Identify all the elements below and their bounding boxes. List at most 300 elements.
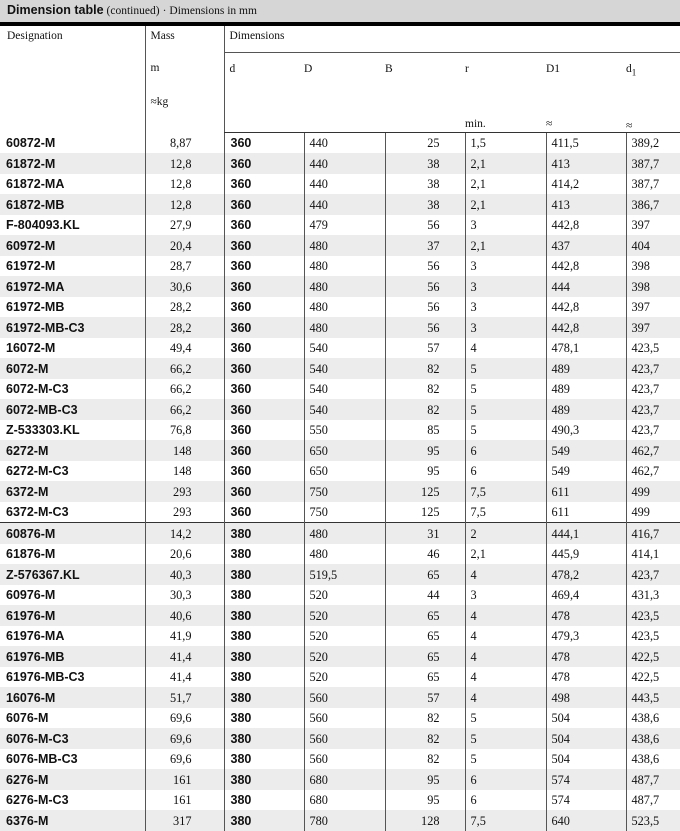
B-cell: 37 <box>385 235 465 256</box>
r-cell: 4 <box>465 646 546 667</box>
designation-cell: 61872-MA <box>6 177 65 192</box>
d-cell: 360 <box>224 153 304 174</box>
B-cell: 82 <box>385 749 465 770</box>
title-separator: · <box>162 5 167 17</box>
B-cell: 65 <box>385 646 465 667</box>
D-cell: 480 <box>304 276 385 297</box>
table-row <box>0 461 680 482</box>
table-row <box>0 626 680 647</box>
D-cell: 519,5 <box>304 564 385 585</box>
d-cell: 360 <box>224 297 304 318</box>
header-d1-note: ≈ <box>626 119 633 132</box>
r-cell: 1,5 <box>465 132 546 153</box>
r-cell: 7,5 <box>465 502 546 523</box>
r-cell: 3 <box>465 276 546 297</box>
r-cell: 6 <box>465 440 546 461</box>
table-row <box>0 502 680 523</box>
D1-cell: 442,8 <box>546 297 626 318</box>
D-cell: 440 <box>304 174 385 195</box>
B-cell: 56 <box>385 276 465 297</box>
mass-cell: 30,6 <box>145 276 224 297</box>
d1-cell: 397 <box>626 297 680 318</box>
D1-cell: 611 <box>546 502 626 523</box>
d-cell: 360 <box>224 256 304 277</box>
designation-cell: 6076-M <box>6 711 49 726</box>
table-row <box>0 440 680 461</box>
mass-cell: 12,8 <box>145 153 224 174</box>
D1-cell: 504 <box>546 728 626 749</box>
D-cell: 520 <box>304 646 385 667</box>
r-cell: 3 <box>465 297 546 318</box>
d-cell: 360 <box>224 132 304 153</box>
B-cell: 56 <box>385 215 465 236</box>
d1-cell: 499 <box>626 502 680 523</box>
d1-cell: 423,7 <box>626 399 680 420</box>
D1-cell: 479,3 <box>546 626 626 647</box>
designation-cell: 60976-M <box>6 588 56 603</box>
mass-cell: 14,2 <box>145 523 224 544</box>
d-cell: 360 <box>224 440 304 461</box>
designation-cell: F-804093.KL <box>6 218 80 233</box>
mass-cell: 20,4 <box>145 235 224 256</box>
designation-cell: 61976-MB-C3 <box>6 670 85 685</box>
designation-cell: Z-576367.KL <box>0 564 145 585</box>
d1-cell: 462,7 <box>626 461 680 482</box>
header-D1-note: ≈ <box>546 117 553 130</box>
B-cell: 95 <box>385 790 465 811</box>
B-cell: 38 <box>385 153 465 174</box>
r-cell: 5 <box>465 749 546 770</box>
header-B: B <box>385 52 465 132</box>
r-cell: 5 <box>465 379 546 400</box>
d-cell: 360 <box>224 215 304 236</box>
mass-cell: 66,2 <box>145 399 224 420</box>
designation-cell: 61976-MA <box>6 629 65 644</box>
designation-cell: 61976-MB <box>0 646 145 667</box>
D1-cell: 444,1 <box>546 523 626 544</box>
d1-cell: 398 <box>626 276 680 297</box>
mass-cell: 41,4 <box>145 667 224 688</box>
D-cell: 560 <box>304 708 385 729</box>
d-cell: 380 <box>224 605 304 626</box>
B-cell: 56 <box>385 297 465 318</box>
D1-cell: 478 <box>546 646 626 667</box>
D-cell: 480 <box>304 317 385 338</box>
table-row <box>0 338 680 359</box>
d-cell: 380 <box>224 810 304 831</box>
d-cell: 380 <box>224 626 304 647</box>
r-cell: 5 <box>465 420 546 441</box>
designation-cell: 6376-M <box>0 810 145 831</box>
d-cell: 360 <box>224 235 304 256</box>
table-row <box>0 646 680 667</box>
header-mass-symbol: m <box>150 62 160 74</box>
d-cell: 360 <box>224 481 304 502</box>
B-cell: 57 <box>385 338 465 359</box>
table-row <box>0 132 680 153</box>
d-cell: 360 <box>224 502 304 523</box>
D-cell: 520 <box>304 585 385 606</box>
designation-cell: 61876-M <box>6 547 56 562</box>
B-cell: 82 <box>385 358 465 379</box>
D1-cell: 611 <box>546 481 626 502</box>
mass-cell: 51,7 <box>145 687 224 708</box>
d1-cell: 462,7 <box>626 440 680 461</box>
d-cell: 380 <box>224 646 304 667</box>
d-cell: 360 <box>224 194 304 215</box>
D-cell: 480 <box>304 235 385 256</box>
D-cell: 750 <box>304 502 385 523</box>
r-cell: 6 <box>465 769 546 790</box>
D-cell: 650 <box>304 461 385 482</box>
header-d1: $d_1$ ≈ <box>626 52 680 132</box>
D1-cell: 504 <box>546 749 626 770</box>
r-cell: 3 <box>465 215 546 236</box>
table-row <box>0 276 680 297</box>
D1-cell: 498 <box>546 687 626 708</box>
table-row <box>0 523 680 544</box>
d1-cell: 487,7 <box>626 790 680 811</box>
d1-cell: 438,6 <box>626 749 680 770</box>
mass-cell: 66,2 <box>145 358 224 379</box>
d-cell: 380 <box>224 585 304 606</box>
D-cell: 560 <box>304 749 385 770</box>
B-cell: 95 <box>385 461 465 482</box>
B-cell: 65 <box>385 564 465 585</box>
B-cell: 46 <box>385 544 465 565</box>
r-cell: 5 <box>465 708 546 729</box>
designation-cell: 6272-M <box>0 440 145 461</box>
table-row <box>0 769 680 790</box>
d1-cell: 414,1 <box>626 544 680 565</box>
B-cell: 82 <box>385 708 465 729</box>
D-cell: 440 <box>304 194 385 215</box>
designation-cell: 61872-MB <box>0 194 145 215</box>
mass-cell: 69,6 <box>145 708 224 729</box>
table-row <box>0 297 680 318</box>
mass-cell: 69,6 <box>145 749 224 770</box>
B-cell: 82 <box>385 379 465 400</box>
d-cell: 380 <box>224 749 304 770</box>
table-units-note: Dimensions in mm <box>169 5 257 17</box>
B-cell: 38 <box>385 174 465 195</box>
D1-cell: 504 <box>546 708 626 729</box>
B-cell: 128 <box>385 810 465 831</box>
mass-cell: 40,6 <box>145 605 224 626</box>
D-cell: 480 <box>304 544 385 565</box>
r-cell: 4 <box>465 338 546 359</box>
table-row <box>0 708 680 729</box>
D-cell: 540 <box>304 399 385 420</box>
table-row <box>0 687 680 708</box>
d1-cell: 423,5 <box>626 626 680 647</box>
d1-cell: 423,5 <box>626 338 680 359</box>
mass-cell: 20,6 <box>145 544 224 565</box>
designation-cell: Z-533303.KL <box>6 423 80 438</box>
table-row <box>0 544 680 565</box>
r-cell: 4 <box>465 564 546 585</box>
designation-cell: 6072-MB-C3 <box>0 399 145 420</box>
d1-cell: 387,7 <box>626 153 680 174</box>
D-cell: 440 <box>304 153 385 174</box>
B-cell: 95 <box>385 440 465 461</box>
d1-cell: 431,3 <box>626 585 680 606</box>
table-row <box>0 667 680 688</box>
D-cell: 520 <box>304 667 385 688</box>
table-row <box>0 235 680 256</box>
mass-cell: 161 <box>145 769 224 790</box>
r-cell: 6 <box>465 790 546 811</box>
B-cell: 56 <box>385 317 465 338</box>
B-cell: 65 <box>385 667 465 688</box>
r-cell: 3 <box>465 585 546 606</box>
d-cell: 380 <box>224 769 304 790</box>
d1-cell: 422,5 <box>626 646 680 667</box>
table-title: Dimension table <box>7 3 104 17</box>
mass-cell: 41,9 <box>145 626 224 647</box>
table-row <box>0 399 680 420</box>
mass-cell: 148 <box>145 440 224 461</box>
mass-cell: 161 <box>145 790 224 811</box>
D1-cell: 489 <box>546 399 626 420</box>
D1-cell: 469,4 <box>546 585 626 606</box>
table-row <box>0 420 680 441</box>
d-cell: 380 <box>224 523 304 544</box>
B-cell: 38 <box>385 194 465 215</box>
D-cell: 560 <box>304 728 385 749</box>
D-cell: 440 <box>304 132 385 153</box>
d-cell: 380 <box>224 790 304 811</box>
table-row <box>0 215 680 236</box>
table-row <box>0 605 680 626</box>
table-row <box>0 728 680 749</box>
D-cell: 680 <box>304 769 385 790</box>
r-cell: 4 <box>465 626 546 647</box>
d1-cell: 397 <box>626 317 680 338</box>
d-cell: 380 <box>224 667 304 688</box>
D1-cell: 444 <box>546 276 626 297</box>
table-row <box>0 153 680 174</box>
B-cell: 125 <box>385 481 465 502</box>
mass-cell: 66,2 <box>145 379 224 400</box>
table-body <box>0 132 680 831</box>
D1-cell: 574 <box>546 790 626 811</box>
mass-cell: 49,4 <box>145 338 224 359</box>
table-title-continued: (continued) <box>106 5 160 17</box>
D1-cell: 489 <box>546 358 626 379</box>
mass-cell: 8,87 <box>145 132 224 153</box>
mass-cell: 12,8 <box>145 174 224 195</box>
header-D1: D1 ≈ <box>546 52 626 132</box>
D1-cell: 414,2 <box>546 174 626 195</box>
B-cell: 25 <box>385 132 465 153</box>
d-cell: 360 <box>224 420 304 441</box>
d1-cell: 397 <box>626 215 680 236</box>
D1-cell: 445,9 <box>546 544 626 565</box>
header-designation: Designation <box>7 30 63 42</box>
D1-cell: 490,3 <box>546 420 626 441</box>
d1-cell: 523,5 <box>626 810 680 831</box>
D-cell: 780 <box>304 810 385 831</box>
d1-cell: 487,7 <box>626 769 680 790</box>
table-row <box>0 481 680 502</box>
r-cell: 4 <box>465 687 546 708</box>
designation-cell: 6072-M-C3 <box>6 382 69 397</box>
designation-cell: 61972-MA <box>0 276 145 297</box>
D1-cell: 640 <box>546 810 626 831</box>
d-cell: 380 <box>224 708 304 729</box>
r-cell: 2,1 <box>465 194 546 215</box>
designation-cell: 6276-M-C3 <box>6 793 69 808</box>
d1-cell: 499 <box>626 481 680 502</box>
table-row <box>0 564 680 585</box>
header-mass-unit: ≈kg <box>150 96 169 108</box>
D-cell: 650 <box>304 440 385 461</box>
d-cell: 360 <box>224 379 304 400</box>
r-cell: 2,1 <box>465 153 546 174</box>
D-cell: 479 <box>304 215 385 236</box>
r-cell: 2,1 <box>465 544 546 565</box>
r-cell: 3 <box>465 317 546 338</box>
dimension-table <box>0 26 680 831</box>
d-cell: 380 <box>224 544 304 565</box>
D1-cell: 442,8 <box>546 215 626 236</box>
designation-cell: 61972-MB-C3 <box>0 317 145 338</box>
D1-cell: 478 <box>546 667 626 688</box>
d1-cell: 422,5 <box>626 667 680 688</box>
D-cell: 540 <box>304 358 385 379</box>
D1-cell: 478 <box>546 605 626 626</box>
designation-cell: 6276-M <box>0 769 145 790</box>
r-cell: 7,5 <box>465 481 546 502</box>
d1-cell: 386,7 <box>626 194 680 215</box>
designation-cell: 16072-M <box>6 341 56 356</box>
D-cell: 480 <box>304 297 385 318</box>
D1-cell: 489 <box>546 379 626 400</box>
d-cell: 380 <box>224 687 304 708</box>
d-cell: 360 <box>224 338 304 359</box>
table-row <box>0 317 680 338</box>
B-cell: 82 <box>385 728 465 749</box>
B-cell: 95 <box>385 769 465 790</box>
designation-cell: 60872-M <box>6 135 56 150</box>
B-cell: 31 <box>385 523 465 544</box>
d-cell: 380 <box>224 728 304 749</box>
d1-cell: 423,5 <box>626 605 680 626</box>
D-cell: 560 <box>304 687 385 708</box>
r-cell: 2,1 <box>465 174 546 195</box>
mass-cell: 28,2 <box>145 297 224 318</box>
d1-cell: 416,7 <box>626 523 680 544</box>
header-d: d <box>224 52 304 132</box>
d-cell: 360 <box>224 399 304 420</box>
D1-cell: 478,1 <box>546 338 626 359</box>
d1-cell: 389,2 <box>626 132 680 153</box>
table-row <box>0 256 680 277</box>
header-D: D <box>304 52 385 132</box>
d1-cell: 423,7 <box>626 420 680 441</box>
header-dimensions: Dimensions <box>224 26 680 52</box>
D-cell: 540 <box>304 338 385 359</box>
designation-cell: 60876-M <box>0 523 145 544</box>
d-cell: 380 <box>224 564 304 585</box>
table-row <box>0 174 680 195</box>
r-cell: 2 <box>465 523 546 544</box>
mass-cell: 40,3 <box>145 564 224 585</box>
D-cell: 520 <box>304 605 385 626</box>
designation-cell: 6072-M <box>0 358 145 379</box>
d1-cell: 398 <box>626 256 680 277</box>
D1-cell: 549 <box>546 440 626 461</box>
r-cell: 4 <box>465 667 546 688</box>
mass-cell: 148 <box>145 461 224 482</box>
mass-cell: 293 <box>145 502 224 523</box>
B-cell: 125 <box>385 502 465 523</box>
designation-cell: 6372-M <box>0 481 145 502</box>
table-row <box>0 790 680 811</box>
header-r-note: min. <box>465 117 486 130</box>
table-row <box>0 379 680 400</box>
table-title-bar <box>0 0 680 22</box>
B-cell: 85 <box>385 420 465 441</box>
designation-cell: 6272-M-C3 <box>6 464 69 479</box>
designation-cell: 61972-M <box>6 259 56 274</box>
B-cell: 44 <box>385 585 465 606</box>
B-cell: 82 <box>385 399 465 420</box>
designation-cell: 61972-MB <box>6 300 65 315</box>
header-mass: Mass m ≈kg <box>145 26 224 132</box>
r-cell: 2,1 <box>465 235 546 256</box>
table-row <box>0 585 680 606</box>
D-cell: 480 <box>304 256 385 277</box>
r-cell: 5 <box>465 358 546 379</box>
B-cell: 56 <box>385 256 465 277</box>
table-row <box>0 358 680 379</box>
designation-cell: 6076-MB-C3 <box>6 752 78 767</box>
designation-cell: 16076-M <box>0 687 145 708</box>
mass-cell: 293 <box>145 481 224 502</box>
D-cell: 520 <box>304 626 385 647</box>
r-cell: 5 <box>465 399 546 420</box>
D1-cell: 549 <box>546 461 626 482</box>
d-cell: 360 <box>224 461 304 482</box>
r-cell: 5 <box>465 728 546 749</box>
header-r: r min. <box>465 52 546 132</box>
D1-cell: 442,8 <box>546 317 626 338</box>
mass-cell: 27,9 <box>145 215 224 236</box>
D1-cell: 413 <box>546 153 626 174</box>
mass-cell: 28,7 <box>145 256 224 277</box>
mass-cell: 12,8 <box>145 194 224 215</box>
d1-cell: 438,6 <box>626 728 680 749</box>
d-cell: 360 <box>224 276 304 297</box>
D1-cell: 574 <box>546 769 626 790</box>
B-cell: 65 <box>385 626 465 647</box>
r-cell: 6 <box>465 461 546 482</box>
mass-cell: 317 <box>145 810 224 831</box>
B-cell: 57 <box>385 687 465 708</box>
d1-cell: 404 <box>626 235 680 256</box>
D-cell: 680 <box>304 790 385 811</box>
d1-cell: 423,7 <box>626 358 680 379</box>
D1-cell: 411,5 <box>546 132 626 153</box>
designation-cell: 6372-M-C3 <box>6 505 69 520</box>
d1-cell: 387,7 <box>626 174 680 195</box>
r-cell: 4 <box>465 605 546 626</box>
D-cell: 540 <box>304 379 385 400</box>
B-cell: 65 <box>385 605 465 626</box>
table-row <box>0 194 680 215</box>
